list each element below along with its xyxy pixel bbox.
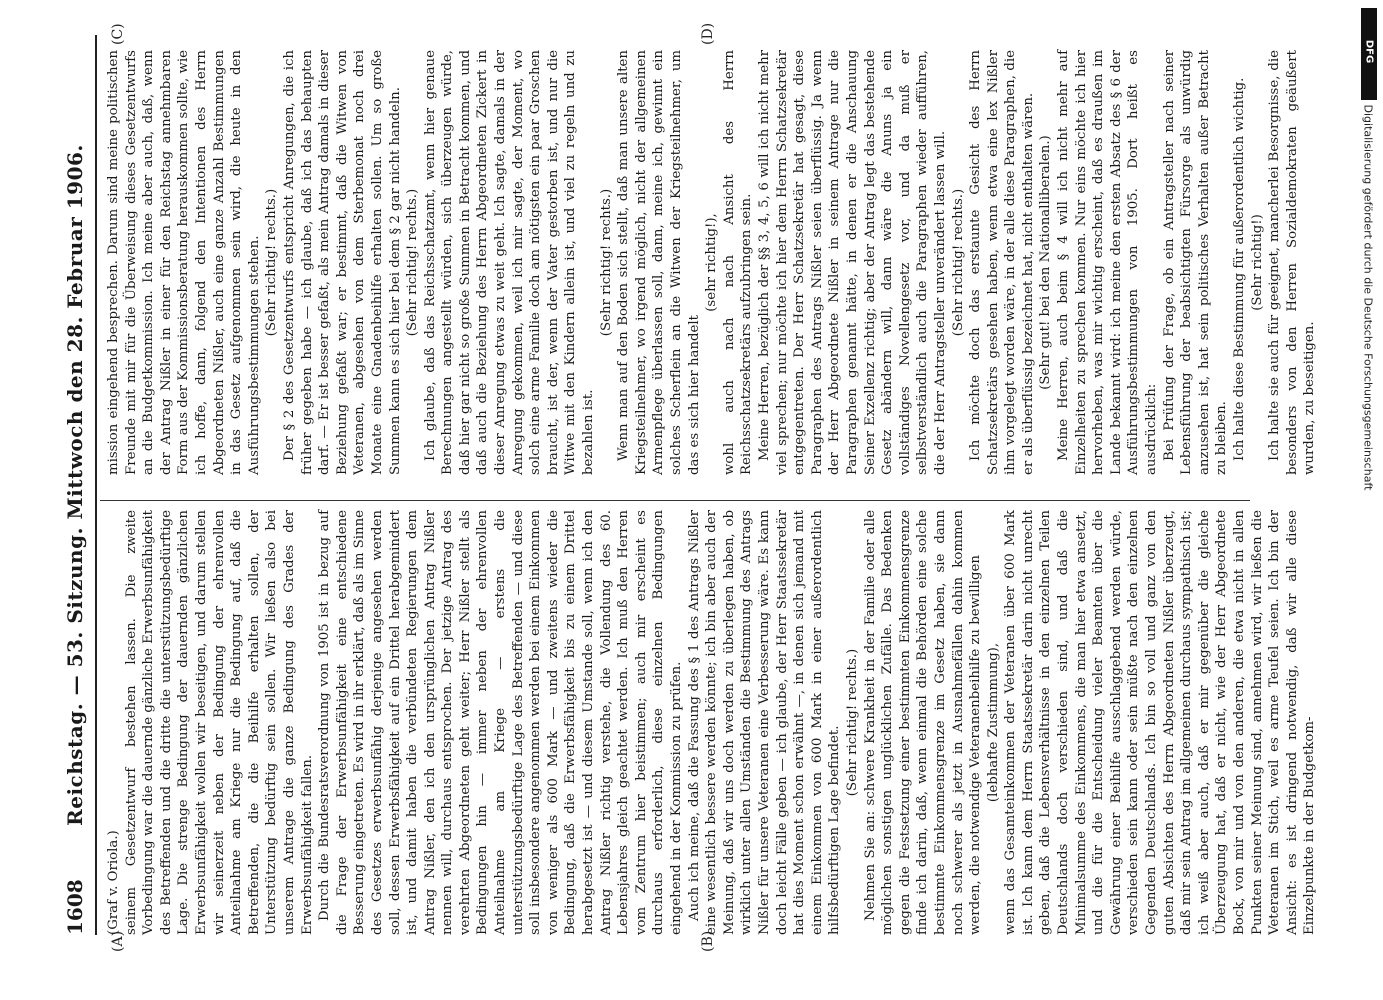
margin-mark-c: (C): [110, 23, 126, 45]
interjection: (sehr richtig!),: [704, 213, 720, 312]
interjection: (Sehr richtig! rechts.): [264, 188, 280, 337]
paragraph: Auch ich meine, daß die Fassung des § 1 des Antrags Nißler eine wesentlich bessere werden könnte; ich bin aber auch der Meinung, daß wir uns doch werden zu überlegen haben, ob wirklich unter allen Umständen die Bestimmung des Antrags Nißler für unsere Veteranen eine Verbesserung wäre. Es kann doch leicht Fälle geben — ich glaube, der Herr Staatssekretär hat dies Moment schon erwähnt —, in denen sich jemand mit einem Einkommen von 600 Mark in einer außerordentlich hilfsbedürftigen Lage befindet.: [686, 510, 843, 935]
dfg-logo-text: DFG: [1363, 39, 1375, 64]
speaker-label: (Graf v. Oriola.): [106, 830, 121, 935]
left-column: [105, 509, 1318, 935]
paragraph: seinem Gesetzentwurf bestehen lassen. Die zweite Vorbedingung war die dauernde gänzliche Erwerbsunfähigkeit des Betreffenden und die dritte die unterstützungsbedürftige Lage. Die strenge Bedingung der dauernden gänzlichen Erwerbsunfähigkeit wollen wir beseitigen, und darum stellen wir seinerzeit neben der Bedingung der ehrenvollen Anteilnahme am Kriege nur die Bedingung auf, daß die Betreffenden, die die Beihilfe erhalten sollen, der Unterstützung bedürftig sein sollen. Wir ließen also bei unserem Antrage die ganze Bedingung des Grades der Erwerbsunfähigkeit fallen.: [123, 510, 315, 935]
right-column: [105, 50, 1318, 475]
paragraph: Ich möchte doch das erstaunte Gesicht des Herrn Schatzsekretärs gesehen haben, wenn etwa eine lex Nißler ihm vorgelegt worden wäre, in der alle diese Paragraphen, die er als überflüssig bezeichnet hat, nicht enthalten wären.: [968, 50, 1036, 475]
paragraph: mission eingehend besprechen. Darum sind meine politischen Freunde mit mir für die Überweisung dieses Gesetzentwurfs an die Budgetkommission. Ich meine aber auch, daß, wenn der Antrag Nißler in einer für den Reichstag annehmbaren Form aus der Kommissionsberatung herauskommen sollte, wie ich hoffe, dann, folgend den Intentionen des Herrn Abgeordneten Nißler, auch eine ganze Anzahl Bestimmungen in das Gesetz aufgenommen sein wird, die heute in den Ausführungsbestimmungen stehen.: [106, 50, 262, 475]
paragraph: Durch die Bundesratsverordnung von 1905 ist in bezug auf die Frage der Erwerbsunfähigkeit eine entschiedene Besserung eingetreten. Es wird in ihr erklärt, daß als im Sinne des Gesetzes erwerbsunfähig derjenige angesehen werden soll, dessen Erwerbsfähigkeit auf ein Drittel herabgemindert ist, und damit haben die verbündeten Regierungen dem Antrag Nißler, den ich den ursprünglichen Antrag Nißler nennen will, durchaus entsprochen. Der jetzige Antrag des verehrten Abgeordneten geht weiter; Herr Nißler stellt als Bedingungen hin — immer neben der ehrenvollen Anteilnahme am Kriege — erstens die unterstützungsbedürftige Lage des Betreffenden — und diese soll insbesondere angenommen werden bei einem Einkommen von weniger als 600 Mark — und zweitens wieder die Bedingung, daß die Erwerbsfähigkeit bis zu einem Drittel herabgesetzt ist — und diesem Umstande soll, wenn ich den Antrag Nißler richtig verstehe, die Vollendung des 60. Lebensjahres gleich geachtet werden. Ich muß den Herren vom Zentrum hier beistimmen; auch mir erscheint es durchaus erforderlich, diese einzelnen Bedingungen eingehend in der Kommission zu prüfen.: [317, 509, 684, 935]
paragraph: Ich halte sie auch für geeignet, mancherlei Besorgnisse, die besonders von den Herren Sozialdemokraten geäußert wurden, zu beseitigen.: [1267, 50, 1318, 475]
page-title: Reichstag. — 53. Sitzung. Mittwoch den 28. Februar 1906.: [63, 144, 87, 826]
margin-mark-a: (A): [110, 930, 126, 952]
paragraph: wenn das Gesamteinkommen der Veteranen über 600 Mark ist. Ich kann dem Herrn Staatssekretär darin nicht unrecht geben, daß die Lebensverhältnisse in den einzelnen Teilen Deutschlands doch verschieden sind, und daß die Minimalsumme des Einkommens, die man hier etwa ansetzt, und die für die Entscheidung vieler Beamten über die Gewährung einer Beihilfe ausschlaggebend werden würde, verschieden sein kann oder sein müßte nach den einzelnen Gegenden Deutschlands. Ich bin so voll und ganz von den guten Absichten des Herrn Abgeordneten Nißler überzeugt, daß mir sein Antrag im allgemeinen durchaus sympathisch ist; ich weiß aber auch, daß er mir gegenüber die gleiche Überzeugung hat, daß er nicht, wie der Herr Abgeordnete Bock, von mir und von den anderen, die etwa nicht in allen Punkten seiner Meinung sind, annehmen wird, wir ließen die Veteranen im Stich, weil es arme Teufel seien. Ich bin der Ansicht: es ist dringend notwendig, daß wir alle diese Einzelpunkte in der Budgetkom-: [1003, 510, 1318, 935]
paragraph: Der § 2 des Gesetzentwurfs entspricht Anregungen, die ich früher gegeben habe — ich glaube, daß ich das behaupten darf. — Er ist besser gefaßt, als mein Antrag damals in dieser Beziehung gefaßt war; er bestimmt, daß die Witwen von Veteranen, abgesehen von dem Sterbemonat noch drei Monate eine Gnadenbeihilfe erhalten sollen. Um so große Summen kann es sich hier bei dem § 2 gar nicht handeln.: [281, 50, 403, 475]
column-divider: [100, 500, 1250, 501]
page-number: 1608: [63, 879, 87, 935]
paragraph: Wenn man auf den Boden sich stellt, daß man unsere alten Kriegsteilnehmer, wo irgend möglich, nicht der allgemeinen Armenpflege überlassen soll, dann, meine ich, gewinnt ein solches Scherflein an die Witwen der Kriegsteilnehmer, um das es sich hier handelt: [616, 50, 702, 475]
interjection: (lebhafte Zustimmung),: [985, 642, 1001, 803]
quoted-provision: Bei Prüfung der Frage, ob ein Antragsteller nach seiner Lebensführung der beabsichtigten Fürsorge als unwürdig anzusehen ist, hat sein politisches Verhalten außer Betracht zu bleiben.: [1161, 50, 1230, 475]
interjection: (Sehr richtig! rechts.): [844, 648, 860, 797]
paragraph: Ich glaube, daß das Reichsschatzamt, wenn hier genaue Berechnungen angestellt würden, sich überzeugen würde, daß hier gar nicht so große Summen in Betracht kommen, und daß auch die Beziehung des Herrn Abgeordneten Zickert in dieser Anregung etwas zu weit geht. Ich sagte, damals in der Anregung gekommen, weil ich mir sagte, der Moment, wo solch eine arme Familie doch am nötigsten ein paar Groschen braucht, ist der, wenn der Vater gestorben ist, und nur die Witwe mit den Kindern allein ist, und viel zu regeln und zu bezahlen ist.: [422, 50, 597, 475]
interjection: (Sehr richtig! rechts.): [405, 188, 421, 337]
interjection: (Sehr richtig! rechts.): [598, 188, 614, 337]
interjection: (Sehr gut! bei den Nationalliberalen.): [1038, 135, 1054, 390]
dfg-logo: [1361, 8, 1377, 100]
margin-mark-d: (D): [700, 22, 716, 45]
margin-mark-b: (B): [700, 930, 716, 952]
paragraph: Ich halte diese Bestimmung für außerordentlich wichtig.: [1232, 77, 1247, 461]
running-header: [55, 35, 97, 935]
interjection: (Sehr richtig!): [1249, 214, 1265, 311]
paragraph: Meine Herren, auch beim § 4 will ich nicht mehr auf Einzelheiten zu sprechen kommen. Nur eins möchte ich hier hervorheben, was mir wichtig erscheint, daß es draußen im Lande bekannt wird: ich meine den ersten Absatz des § 6 der Ausführungsbestimmungen von 1905. Dort heißt es ausdrücklich:: [1056, 50, 1160, 475]
credit-text: Digitalisierung gefördert durch die Deutsche Forschungsgemeinschaft: [1361, 104, 1375, 491]
interjection: (Sehr richtig! rechts.): [950, 188, 966, 337]
paragraph: Nehmen Sie an: schwere Krankheit in der Familie oder alle möglichen sonstigen unglücklichen Zufälle. Das Bedenken gegen die Festsetzung einer bestimmten Einkommensgrenze finde ich darin, daß, wenn einmal die Behörden eine solche bestimmte Einkommensgrenze im Gesetz haben, sie dann noch schwerer als jetzt in Ausnahmefällen dahin kommen werden, die notwendige Veteranenbeihilfe zu bewilligen: [862, 510, 984, 935]
digitization-credit: [1358, 104, 1378, 988]
paragraph: Meine Herren, bezüglich der §§ 3, 4, 5, 6 will ich nicht mehr viel sprechen; nur möchte ich hier dem Herrn Schatzsekretär entgegentreten. Der Herr Schatzsekretär hat gesagt, diese Paragraphen des Antrags Nißler seien überflüssig. Ja wenn der Herr Abgeordnete Nißler in seinem Antrage nur die Paragraphen genannt hätte, in denen er die Anschauung Seiner Exzellenz richtig; aber der Antrag legt das bestehende Gesetz abändern will, dann wäre die Anuns ja ein vollständiges Novellengesetz vor, und da muß er selbstverständlich auch die Paragraphen wieder aufführen, die der Herr Antragsteller unverändert lassen will.: [756, 50, 948, 475]
paragraph: wohl auch nach nach Ansicht des Herrn Reichsschatzsekretärs aufzubringen sein.: [721, 50, 755, 475]
